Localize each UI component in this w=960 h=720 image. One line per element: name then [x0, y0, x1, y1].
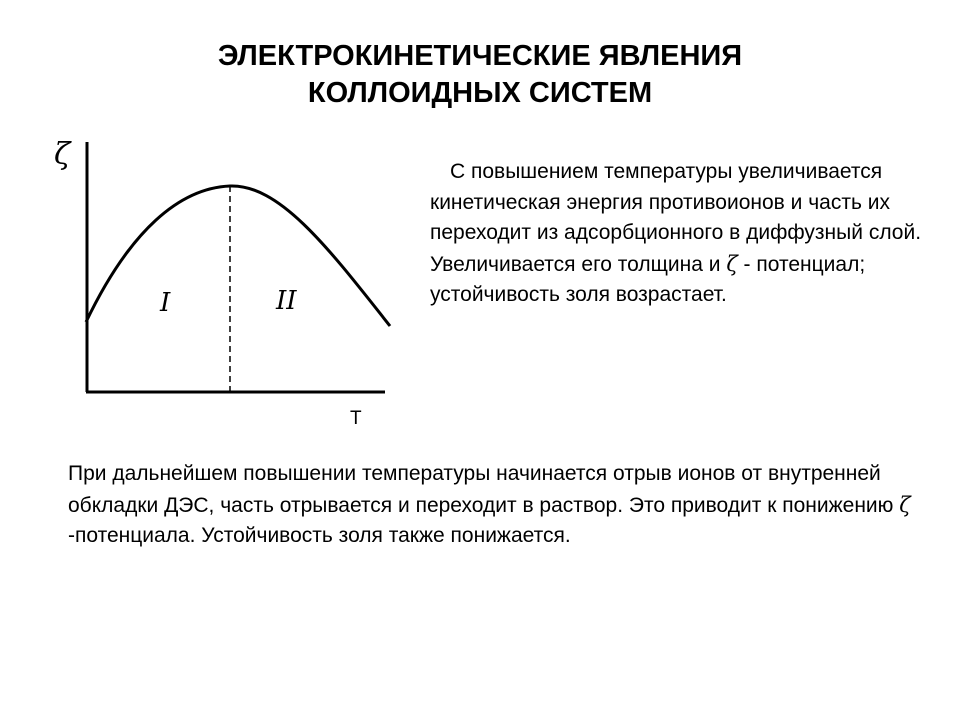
slide-title-line-2: КОЛЛОИДНЫХ СИСТЕМ [307, 77, 653, 109]
further-heating-paragraph [68, 459, 918, 552]
paragraph-bottom-text-start: При дальнейшем повышении температуры начинается отрыв ионов от внутренней обкладки ДЭС, часть отрывается и переходит в раствор. Это приводит к понижению [68, 462, 900, 517]
slide-title-line-1: ЭЛЕКТРОКИНЕТИЧЕСКИЕ ЯВЛЕНИЯ [217, 40, 743, 72]
zeta-temperature-graph [40, 130, 400, 440]
y-axis-label: ζ [54, 137, 71, 172]
zeta-symbol: ζ [899, 492, 911, 517]
slide-title [0, 38, 960, 112]
zeta-symbol: ζ [726, 251, 738, 276]
paragraph-bottom-text-end: -потенциала. Устойчивость золя также понижается. [68, 524, 571, 547]
zeta-curve [86, 186, 390, 326]
temperature-increase-paragraph [430, 157, 930, 311]
region-ii-label: II [276, 286, 297, 316]
region-i-label: I [160, 288, 171, 318]
paragraph-right-text-start: С повышением температуры увеличивается кинетическая энергия противоионов и часть их переходит из адсорбционного в диффузный слой. Увеличивается его толщина и [430, 160, 922, 276]
graph-drawing [40, 130, 400, 440]
paragraph-right-text-end: - потенциал; устойчивость золя возрастает. [430, 252, 866, 306]
x-axis-label: T [350, 408, 362, 429]
